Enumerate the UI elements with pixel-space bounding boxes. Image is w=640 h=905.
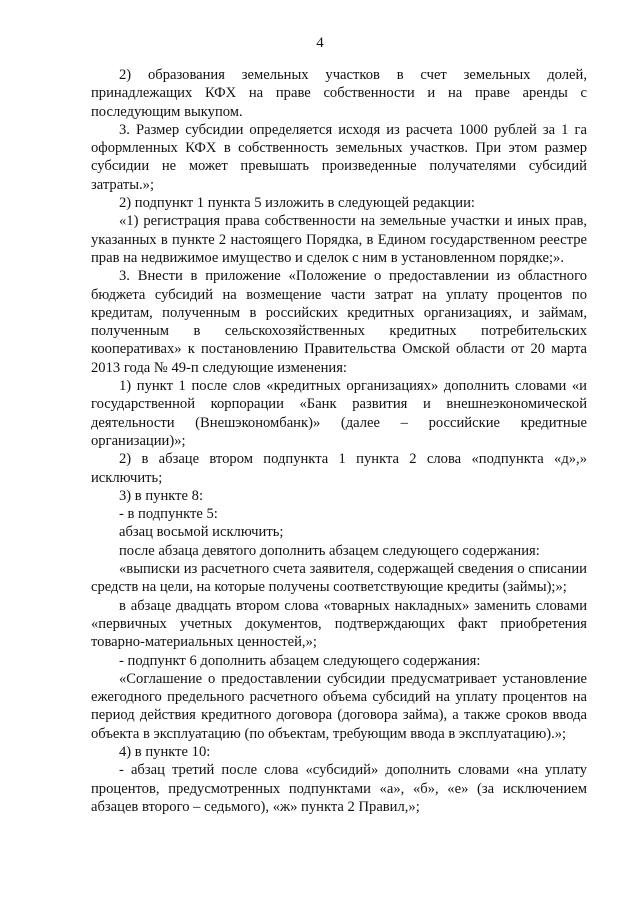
paragraph-15: «Соглашение о предоставлении субсидии предусматривает установление ежегодного предельного расчетного объема субсидий на уплату процентов на период действия кредитного договора (договора займа), а также сроков ввода объекта в эксплуатацию (по объектам, требующим ввода в эксплуатацию).»;: [91, 670, 587, 742]
document-body: [91, 66, 587, 816]
paragraph-10: абзац восьмой исключить;: [119, 524, 284, 541]
page-number: 4: [316, 35, 324, 51]
paragraph-17: - абзац третий после слова «субсидий» дополнить словами «на уплату процентов, предусмотренных подпунктами «а», «б», «е» (за исключением абзацев второго – седьмого), «ж» пункта 2 Правил,»;: [91, 762, 587, 815]
paragraph-9: - в подпункте 5:: [119, 506, 218, 523]
paragraph-5: 3. Внести в приложение «Положение о предоставлении из областного бюджета субсидий на возмещение части затрат на уплату процентов по кредитам, полученным в российских кредитных организациях, и займам, полученным в сельскохозяйственных кредитных потребительских кооперативах» к постановлению Правительства Омской области от 20 марта 2013 года № 49-п следующие изменения:: [91, 268, 587, 376]
paragraph-12: «выписки из расчетного счета заявителя, содержащей сведения о списании средств на цели, на которые получены соответствующие кредиты (займы);»;: [91, 561, 587, 596]
paragraph-8: 3) в пункте 8:: [119, 487, 204, 504]
paragraph-14: - подпункт 6 дополнить абзацем следующего содержания:: [119, 652, 481, 669]
paragraph-1: 2) образования земельных участков в счет земельных долей, принадлежащих КФХ на праве собственности и на праве аренды с последующим выкупом.: [91, 67, 587, 120]
paragraph-3: 2) подпункт 1 пункта 5 изложить в следующей редакции:: [119, 195, 475, 212]
paragraph-11: после абзаца девятого дополнить абзацем следующего содержания:: [119, 542, 540, 559]
paragraph-4: «1) регистрация права собственности на земельные участки и иных прав, указанных в пункте 2 настоящего Порядка, в Едином государственном реестре прав на недвижимое имущество и сделок с ним в установленном порядке;».: [91, 213, 587, 266]
paragraph-6: 1) пункт 1 после слов «кредитных организациях» дополнить словами «и государственной корпорации «Банк развития и внешнеэкономической деятельности (Внешэкономбанк)» (далее – российские кредитные организации)»;: [91, 378, 587, 449]
paragraph-7: 2) в абзаце втором подпункта 1 пункта 2 слова «подпункта «д»,» исключить;: [91, 451, 587, 486]
paragraph-16: 4) в пункте 10:: [119, 743, 211, 760]
paragraph-13: в абзаце двадцать втором слова «товарных накладных» заменить словами «первичных учетных документов, подтверждающих факт приобретения товарно-материальных ценностей,»;: [91, 597, 587, 651]
paragraph-2: 3. Размер субсидии определяется исходя из расчета 1000 рублей за 1 га оформленных КФХ в собственность земельных участков. При этом размер субсидии не может превышать произведенные получателями субсидий затраты.»;: [91, 121, 587, 193]
